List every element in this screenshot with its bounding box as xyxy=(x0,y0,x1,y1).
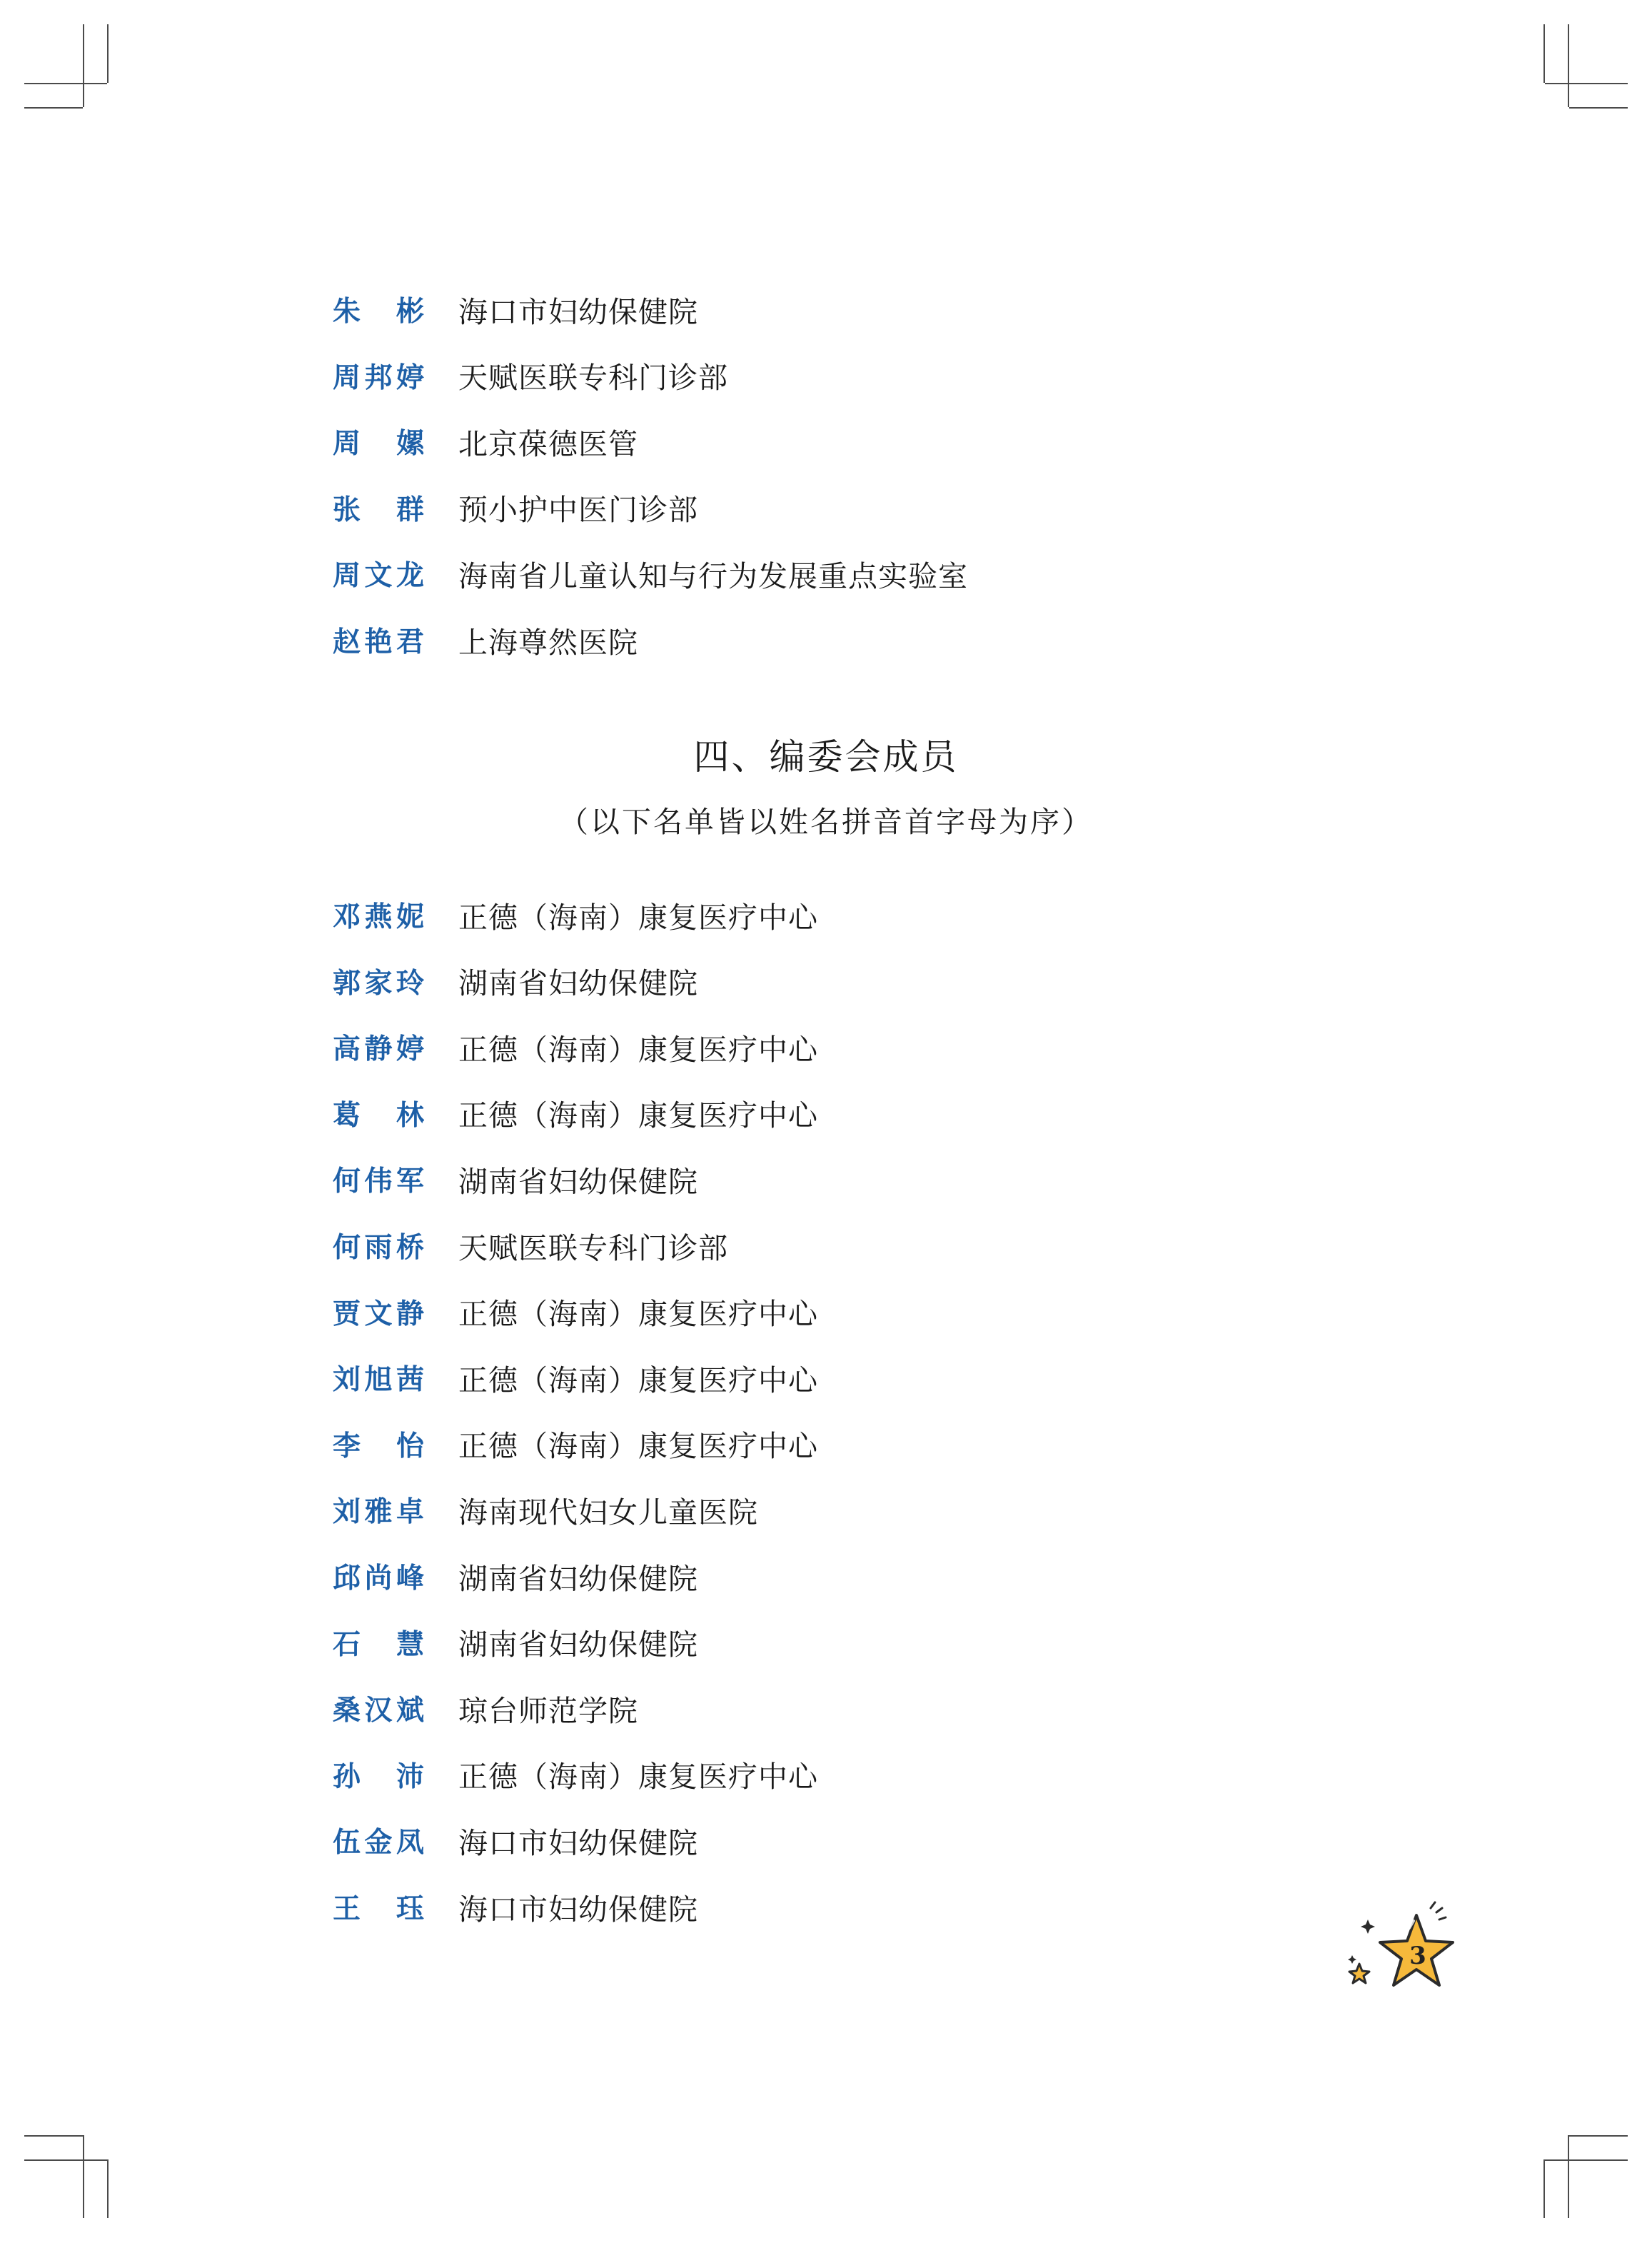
person-name xyxy=(333,620,424,660)
organization: 正德（海南）康复医疗中心 xyxy=(458,1032,818,1067)
name-char: 桑 xyxy=(333,1695,361,1727)
organization: 北京葆德医管 xyxy=(458,426,638,461)
list-item xyxy=(333,1088,818,1138)
person-name xyxy=(333,1093,424,1133)
organization: 湖南省妇幼保健院 xyxy=(458,1627,698,1662)
name-char: 朱 xyxy=(333,296,361,328)
section-title: 四、编委会成员 xyxy=(693,736,959,778)
person-name xyxy=(333,1225,424,1265)
person-name xyxy=(333,1424,424,1464)
name-char: 孙 xyxy=(333,1760,361,1793)
person-name xyxy=(333,421,424,461)
organization: 正德（海南）康复医疗中心 xyxy=(458,900,818,935)
list-item xyxy=(333,615,638,665)
organization: 海口市妇幼保健院 xyxy=(458,1892,698,1927)
name-char: 旭 xyxy=(364,1364,393,1397)
list-item xyxy=(333,1683,638,1733)
person-name xyxy=(333,1490,424,1530)
crop-mark xyxy=(83,2135,84,2218)
section-subtitle: （以下名单皆以姓名拼音首字母为序） xyxy=(559,805,1093,839)
name-char: 婷 xyxy=(396,361,424,394)
list-item xyxy=(333,1551,698,1601)
list-item xyxy=(333,1154,698,1204)
list-item xyxy=(333,284,698,334)
name-char: 斌 xyxy=(396,1695,424,1727)
name-char: 刘 xyxy=(333,1496,361,1529)
name-char: 邓 xyxy=(333,901,361,933)
list-item xyxy=(333,416,638,466)
name-char: 卓 xyxy=(396,1496,424,1529)
name-char: 雨 xyxy=(364,1232,393,1264)
list-item xyxy=(333,1750,818,1800)
list-item xyxy=(333,890,818,940)
name-char: 周 xyxy=(333,560,361,593)
list-item xyxy=(333,1220,728,1270)
person-name xyxy=(333,1027,424,1067)
name-char: 茜 xyxy=(396,1364,424,1397)
organization: 上海尊然医院 xyxy=(458,625,638,660)
person-name xyxy=(333,1556,424,1596)
person-name xyxy=(333,356,424,396)
page-number: 3 xyxy=(1409,1942,1426,1970)
crop-mark xyxy=(107,2159,109,2218)
person-name xyxy=(333,1755,424,1795)
name-char: 君 xyxy=(396,626,424,658)
list-item xyxy=(333,1617,698,1667)
organization: 海口市妇幼保健院 xyxy=(458,1825,698,1860)
list-item xyxy=(333,483,698,533)
name-char: 文 xyxy=(364,560,393,593)
person-name xyxy=(333,1159,424,1199)
name-char: 张 xyxy=(333,493,361,526)
name-char: 何 xyxy=(333,1232,361,1264)
name-char: 艳 xyxy=(364,626,393,658)
organization: 正德（海南）康复医疗中心 xyxy=(458,1297,818,1332)
name-char: 文 xyxy=(364,1298,393,1330)
organization: 正德（海南）康复医疗中心 xyxy=(458,1760,818,1795)
crop-mark xyxy=(1569,2135,1628,2137)
person-name xyxy=(333,895,424,935)
name-char: 军 xyxy=(396,1165,424,1198)
name-char: 林 xyxy=(396,1099,424,1132)
organization: 湖南省妇幼保健院 xyxy=(458,1561,698,1596)
name-char: 静 xyxy=(396,1298,424,1330)
name-char: 彬 xyxy=(396,296,424,328)
name-char: 玲 xyxy=(396,967,424,1000)
crop-mark xyxy=(1569,107,1628,109)
person-name xyxy=(333,1887,424,1927)
name-char: 珏 xyxy=(396,1893,424,1925)
crop-mark xyxy=(24,2159,107,2161)
organization: 琼台师范学院 xyxy=(458,1693,638,1728)
name-char: 贾 xyxy=(333,1298,361,1330)
organization: 海南现代妇女儿童医院 xyxy=(458,1495,758,1530)
name-char: 伟 xyxy=(364,1165,393,1198)
name-char: 燕 xyxy=(364,901,393,933)
person-name xyxy=(333,488,424,528)
list-item xyxy=(333,1353,818,1402)
person-name xyxy=(333,1688,424,1728)
organization: 正德（海南）康复医疗中心 xyxy=(458,1098,818,1133)
organization: 正德（海南）康复医疗中心 xyxy=(458,1429,818,1464)
organization: 海南省儿童认知与行为发展重点实验室 xyxy=(458,558,968,593)
name-char: 家 xyxy=(364,967,393,1000)
organization: 天赋医联专科门诊部 xyxy=(458,1230,728,1265)
name-char: 刘 xyxy=(333,1364,361,1397)
crop-mark xyxy=(1545,83,1628,84)
list-item xyxy=(333,1287,818,1337)
name-char: 慧 xyxy=(396,1628,424,1661)
organization: 海口市妇幼保健院 xyxy=(458,294,698,329)
organization: 预小护中医门诊部 xyxy=(458,493,698,528)
name-char: 龙 xyxy=(396,560,424,593)
list-item xyxy=(333,351,728,401)
list-item xyxy=(333,1022,818,1072)
name-char: 邦 xyxy=(364,361,393,394)
name-char: 嫘 xyxy=(396,428,424,461)
crop-mark xyxy=(24,83,107,84)
organization: 湖南省妇幼保健院 xyxy=(458,966,698,1001)
name-char: 李 xyxy=(333,1430,361,1462)
name-char: 群 xyxy=(396,493,424,526)
name-char: 婷 xyxy=(396,1033,424,1066)
list-item xyxy=(333,1882,698,1932)
organization: 天赋医联专科门诊部 xyxy=(458,361,728,396)
organization: 正德（海南）康复医疗中心 xyxy=(458,1363,818,1398)
crop-mark xyxy=(107,24,109,83)
crop-mark xyxy=(1568,24,1569,107)
name-char: 邱 xyxy=(333,1562,361,1595)
person-name xyxy=(333,289,424,329)
list-item xyxy=(333,956,698,1006)
name-char: 赵 xyxy=(333,626,361,658)
name-char: 尚 xyxy=(364,1562,393,1595)
name-char: 周 xyxy=(333,428,361,461)
name-char: 凤 xyxy=(396,1827,424,1860)
person-name xyxy=(333,553,424,593)
crop-mark xyxy=(1568,2135,1569,2218)
name-char: 伍 xyxy=(333,1827,361,1860)
name-char: 郭 xyxy=(333,967,361,1000)
list-item xyxy=(333,1419,818,1469)
name-char: 峰 xyxy=(396,1562,424,1595)
crop-mark xyxy=(1543,24,1545,83)
list-item xyxy=(333,1815,698,1865)
name-char: 何 xyxy=(333,1165,361,1198)
list-item xyxy=(333,1485,758,1535)
name-char: 沛 xyxy=(396,1760,424,1793)
name-char: 雅 xyxy=(364,1496,393,1529)
name-char: 金 xyxy=(364,1827,393,1860)
crop-mark xyxy=(83,24,84,107)
person-name xyxy=(333,1820,424,1860)
name-char: 怡 xyxy=(396,1430,424,1462)
name-char: 王 xyxy=(333,1893,361,1925)
person-name xyxy=(333,1622,424,1662)
crop-mark xyxy=(24,107,83,109)
list-item xyxy=(333,548,968,598)
person-name xyxy=(333,1358,424,1398)
person-name xyxy=(333,961,424,1001)
name-char: 汉 xyxy=(364,1695,393,1727)
name-char: 静 xyxy=(364,1033,393,1066)
crop-mark xyxy=(1545,2159,1628,2161)
crop-mark xyxy=(24,2135,83,2137)
name-char: 高 xyxy=(333,1033,361,1066)
name-char: 葛 xyxy=(333,1099,361,1132)
person-name xyxy=(333,1292,424,1332)
name-char: 桥 xyxy=(396,1232,424,1264)
organization: 湖南省妇幼保健院 xyxy=(458,1164,698,1199)
name-char: 周 xyxy=(333,361,361,394)
name-char: 石 xyxy=(333,1628,361,1661)
name-char: 妮 xyxy=(396,901,424,933)
crop-mark xyxy=(1543,2159,1545,2218)
